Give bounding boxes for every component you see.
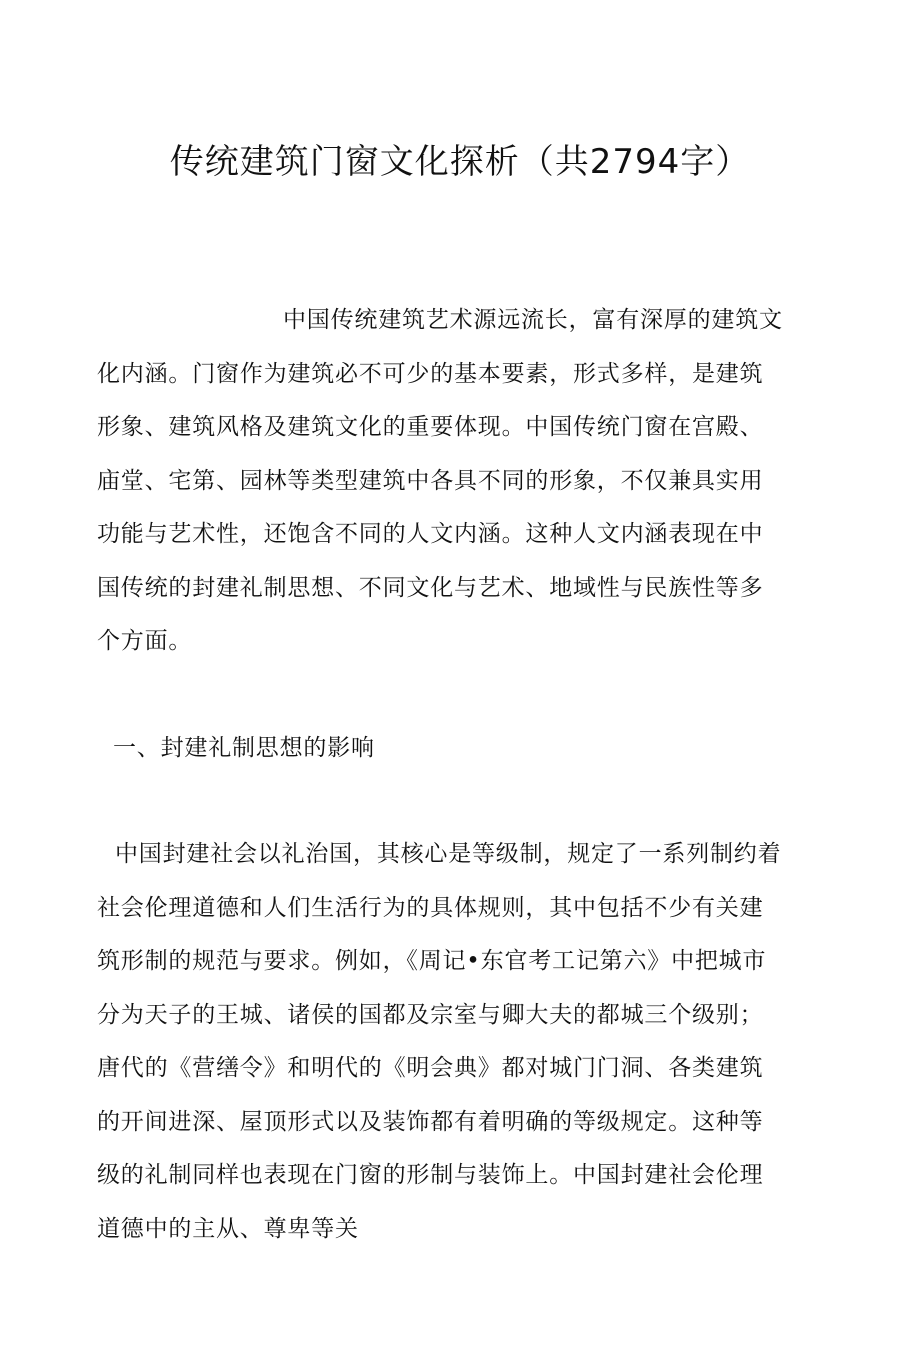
section-paragraph: 中国封建社会以礼治国，其核心是等级制，规定了一系列制约着社会伦理道德和人们生活行为的具体规则，其中包括不少有关建筑形制的规范与要求。例如，《周记•东官考工记第六》中把城市分为天子的王城、诸侯的国都及宗室与卿大夫的都城三个级别；唐代的《营缮令》和明代的《明会典》都对城门门洞、各类建筑的开间进深、屋顶形式以及装饰都有着明确的等级规定。这种等级的礼制同样也表现在门窗的形制与装饰上。中国封建社会伦理道德中的主从、尊卑等关 (97, 841, 782, 1242)
section-heading: 一、封建礼制思想的影响 (113, 735, 375, 761)
document-title: 传统建筑门窗文化探析（共2794字） (169, 142, 751, 182)
intro-paragraph: 中国传统建筑艺术源远流长，富有深厚的建筑文化内涵。门窗作为建筑必不可少的基本要素，形式多样，是建筑形象、建筑风格及建筑文化的重要体现。中国传统门窗在宫殿、庙堂、宅第、园林等类型建筑中各具不同的形象，不仅兼具实用功能与艺术性，还饱含不同的人文内涵。这种人文内涵表现在中国传统的封建礼制思想、不同文化与艺术、地域性与民族性等多个方面。 (97, 307, 783, 654)
